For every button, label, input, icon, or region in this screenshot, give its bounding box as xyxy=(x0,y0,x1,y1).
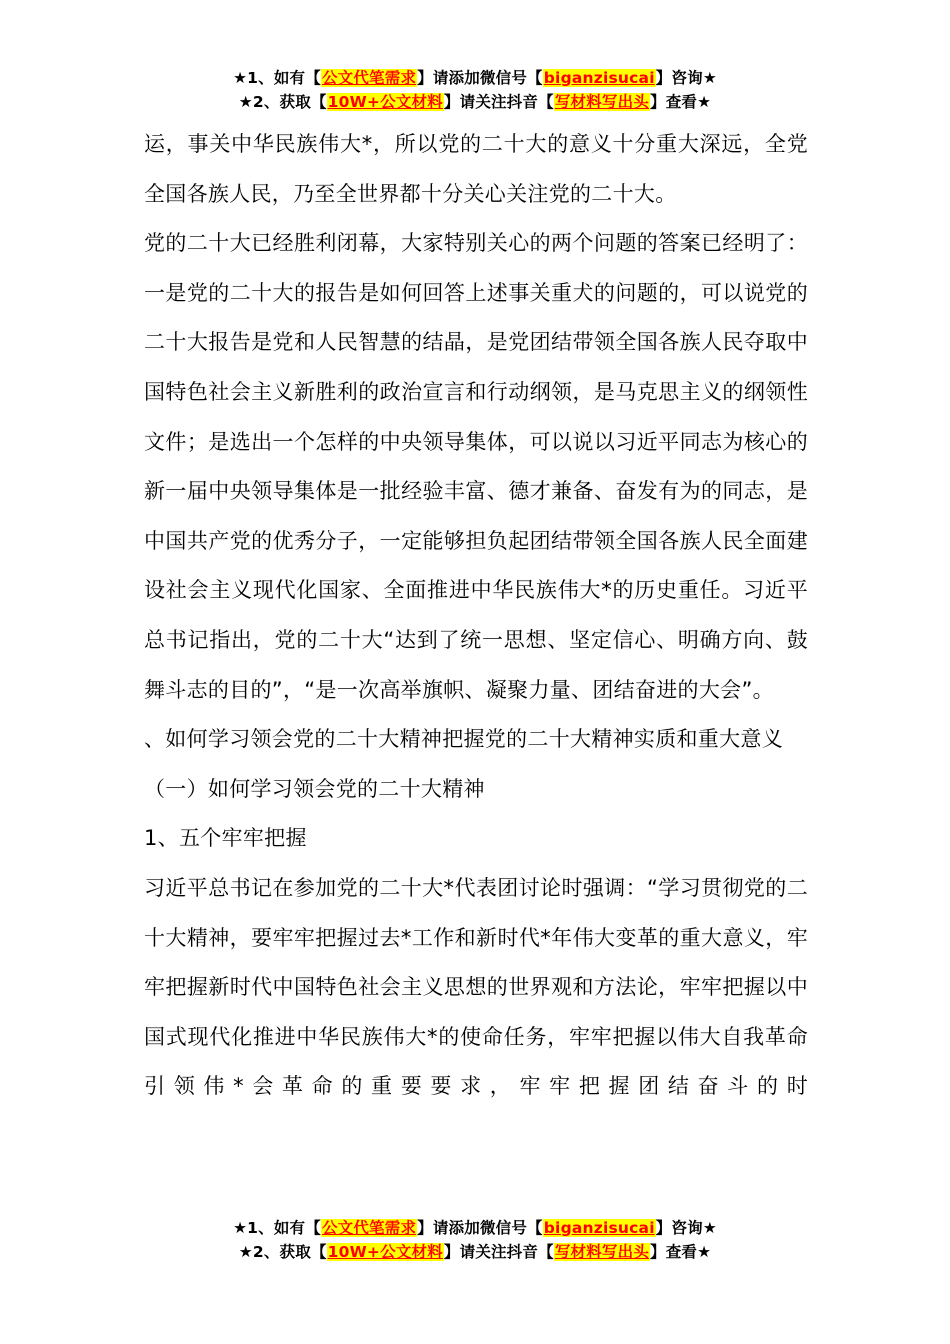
section-heading-1: 、如何学习领会党的二十大精神把握党的二十大精神实质和重大意义 xyxy=(144,727,783,752)
wechat-id-highlight: biganzisucai xyxy=(543,69,655,87)
header-banner xyxy=(0,66,950,114)
douyin-account-highlight: 写材料写出头 xyxy=(554,93,650,111)
ghostwriting-highlight: 公文代笔需求 xyxy=(321,1219,417,1237)
footer-banner-line-2: ★2、获取【10W+公文材料】请关注抖音【写材料写出头】查看★ xyxy=(238,1243,712,1261)
paragraph-3: 习近平总书记在参加党的二十大*代表团讨论时强调：“学习贯彻党的二十大精神，要牢牢把握过去*工作和新时代*年伟大变革的重大意义，牢牢把握新时代中国特色社会主义思想的世界观和方法论，牢牢把握以中国式现代化推进中华民族伟大*的使命任务，牢牢把握以伟大自我革命引领伟*会革命的重要要求，牢牢把握团结奋斗的时 xyxy=(144,875,808,1099)
footer-banner-line-1: ★1、如有【公文代笔需求】请添加微信号【biganzisucai】咨询★ xyxy=(233,1219,717,1237)
section-heading-2: （一）如何学习领会党的二十大精神 xyxy=(144,776,485,801)
header-banner-line-1: ★1、如有【公文代笔需求】请添加微信号【biganzisucai】咨询★ xyxy=(233,69,717,87)
footer-banner xyxy=(0,1216,950,1264)
materials-highlight: 10W+公文材料 xyxy=(327,1243,443,1261)
wechat-id-highlight: biganzisucai xyxy=(543,1219,655,1237)
document-body xyxy=(144,120,808,1112)
paragraph-1: 运，事关中华民族伟大*，所以党的二十大的意义十分重大深远，全党全国各族人民，乃至全世界都十分关心关注党的二十大。 xyxy=(144,132,808,206)
section-heading-3: 1、五个牢牢把握 xyxy=(144,826,307,851)
materials-highlight: 10W+公文材料 xyxy=(327,93,443,111)
ghostwriting-highlight: 公文代笔需求 xyxy=(321,69,417,87)
douyin-account-highlight: 写材料写出头 xyxy=(554,1243,650,1261)
paragraph-2: 党的二十大已经胜利闭幕，大家特别关心的两个问题的答案已经明了：一是党的二十大的报告是如何回答上述事关重犬的问题的，可以说党的二十大报告是党和人民智慧的结晶，是党团结带领全国各族人民夺取中国特色社会主义新胜利的政治宣言和行动纲领，是马克思主义的纲领性文件；是选出一个怎样的中央领导集体，可以说以习近平同志为核心的新一届中央领导集体是一批经验丰富、德才兼备、奋发有为的同志，是中国共产党的优秀分子，一定能够担负起团结带领全国各族人民全面建设社会主义现代化国家、全面推进中华民族伟大*的历史重任。习近平总书记指出，党的二十大“达到了统一思想、坚定信心、明确方向、鼓舞斗志的目的”，“是一次高举旗帜、凝聚力量、团结奋进的大会”。 xyxy=(144,231,808,702)
header-banner-line-2: ★2、获取【10W+公文材料】请关注抖音【写材料写出头】查看★ xyxy=(238,93,712,111)
